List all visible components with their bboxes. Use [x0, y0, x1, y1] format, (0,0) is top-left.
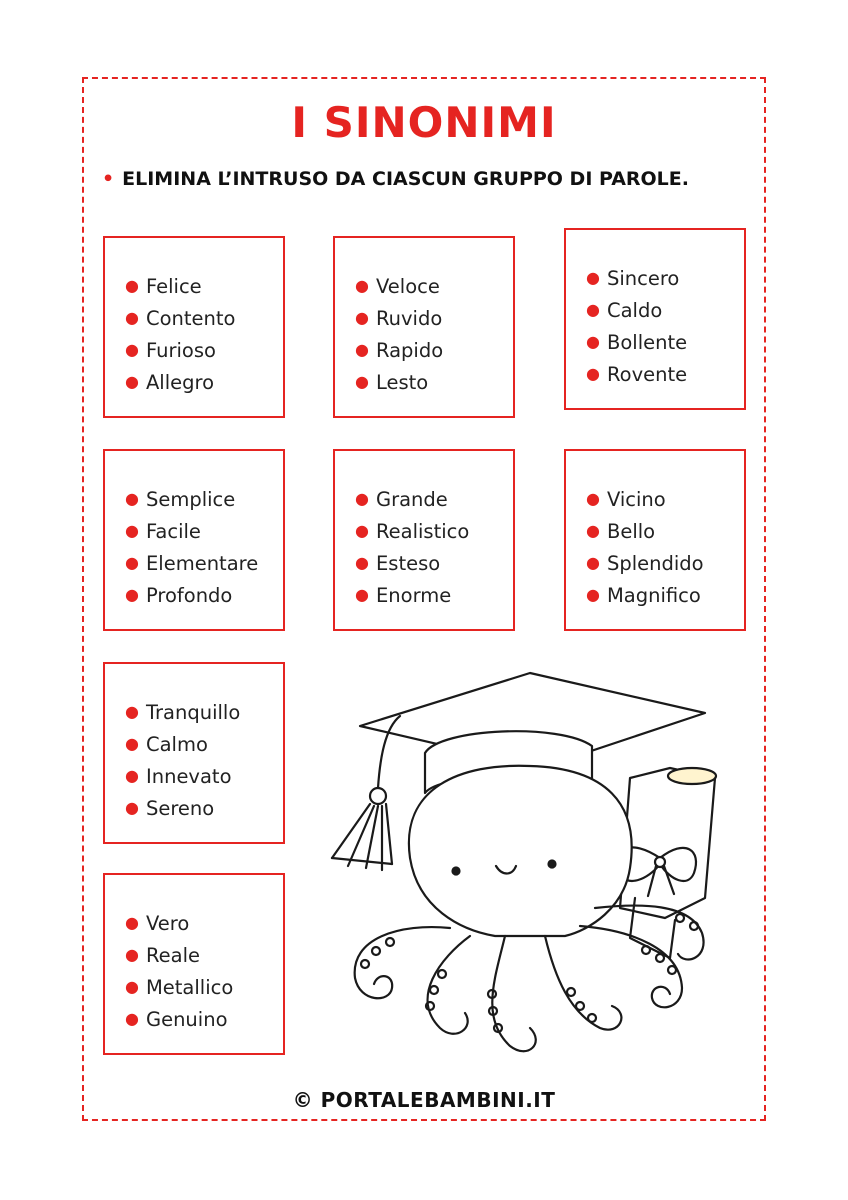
word-item[interactable]: ● Felice — [125, 275, 202, 298]
word-item[interactable]: ● Magnifico — [586, 584, 701, 607]
word-item[interactable]: ● Caldo — [586, 299, 663, 322]
instruction-bullet: • — [102, 168, 115, 190]
word-item[interactable]: ● Realistico — [355, 520, 470, 543]
word-item[interactable]: ● Rapido — [355, 339, 444, 362]
word-item[interactable]: ● Splendido — [586, 552, 704, 575]
word-item[interactable]: ● Esteso — [355, 552, 441, 575]
word-item[interactable]: ● Sereno — [125, 797, 215, 820]
word-item[interactable]: ● Vero — [125, 912, 190, 935]
word-item[interactable]: ● Contento — [125, 307, 236, 330]
word-item[interactable]: ● Bollente — [586, 331, 688, 354]
word-group-8 — [103, 873, 285, 1055]
graduate-octopus-icon — [330, 668, 730, 1068]
word-item[interactable]: ● Rovente — [586, 363, 688, 386]
word-item[interactable]: ● Metallico — [125, 976, 234, 999]
word-item[interactable]: ● Ruvido — [355, 307, 443, 330]
word-item[interactable]: ● Enorme — [355, 584, 452, 607]
page-title: I SINONIMI — [291, 98, 557, 147]
word-item[interactable]: ● Sincero — [586, 267, 680, 290]
word-item[interactable]: ● Innevato — [125, 765, 232, 788]
word-item[interactable]: ● Veloce — [355, 275, 440, 298]
word-item[interactable]: ● Allegro — [125, 371, 215, 394]
word-item[interactable]: ● Reale — [125, 944, 201, 967]
word-group-1 — [103, 236, 285, 418]
instruction — [102, 168, 742, 190]
instruction-text: ELIMINA L’INTRUSO DA CIASCUN GRUPPO DI PAROLE. — [122, 168, 689, 190]
word-item[interactable]: ● Bello — [586, 520, 656, 543]
word-item[interactable]: ● Grande — [355, 488, 448, 511]
footer-credit: © PORTALEBAMBINI.IT — [292, 1088, 556, 1112]
word-item[interactable]: ● Elementare — [125, 552, 259, 575]
word-item[interactable]: ● Tranquillo — [125, 701, 241, 724]
word-group-2 — [333, 236, 515, 418]
word-item[interactable]: ● Furioso — [125, 339, 216, 362]
word-item[interactable]: ● Facile — [125, 520, 201, 543]
word-item[interactable]: ● Vicino — [586, 488, 666, 511]
word-item[interactable]: ● Genuino — [125, 1008, 228, 1031]
word-group-5 — [333, 449, 515, 631]
word-group-4 — [103, 449, 285, 631]
word-item[interactable]: ● Calmo — [125, 733, 208, 756]
word-item[interactable]: ● Lesto — [355, 371, 429, 394]
word-item[interactable]: ● Profondo — [125, 584, 233, 607]
word-group-7 — [103, 662, 285, 844]
word-item[interactable]: ● Semplice — [125, 488, 236, 511]
word-group-6 — [564, 449, 746, 631]
word-group-3 — [564, 228, 746, 410]
